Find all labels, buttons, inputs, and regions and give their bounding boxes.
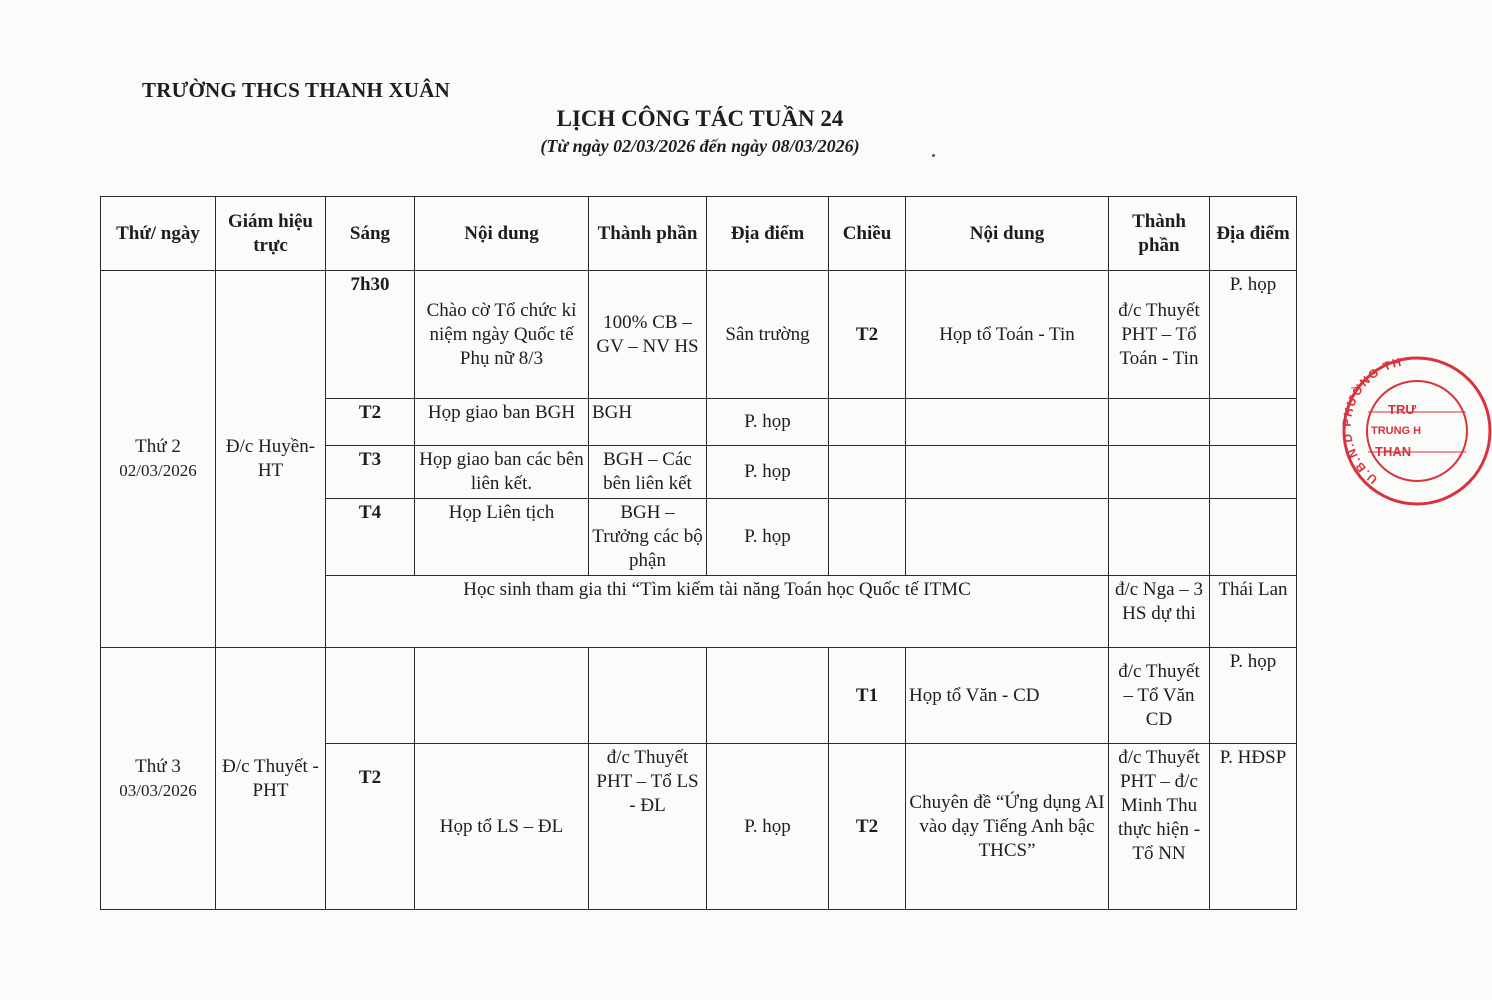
table-row: [101, 271, 1297, 399]
am-slot: 7h30: [326, 271, 415, 399]
stamp-arc-text: U.B.N. HƯỜNG TH: [1342, 356, 1404, 487]
am-place: P. họp: [707, 744, 829, 910]
col-am-members: Thành phần: [589, 197, 707, 271]
col-am-content: Nội dung: [415, 197, 589, 271]
pm-content: Chuyên đề “Ứng dụng AI vào dạy Tiếng Anh bậc THCS”: [906, 744, 1109, 910]
empty-cell: [1210, 446, 1297, 499]
am-slot: T4: [326, 499, 415, 576]
am-place: P. họp: [707, 399, 829, 446]
day-label: Thứ 2: [135, 436, 181, 457]
col-duty: Giám hiệu trực: [216, 197, 326, 271]
schedule-table: [100, 196, 1297, 910]
am-slot: T2: [326, 399, 415, 446]
pm-members: đ/c Thuyết PHT – đ/c Minh Thu thực hiện - Tổ NN: [1109, 744, 1210, 910]
empty-cell: [1210, 499, 1297, 576]
am-content: Họp Liên tịch: [415, 499, 589, 576]
pm-content: Họp tổ Toán - Tin: [906, 271, 1109, 399]
col-pm-place: Địa điểm: [1210, 197, 1297, 271]
day-cell: [101, 271, 216, 648]
pm-slot: T2: [829, 271, 906, 399]
empty-cell: [829, 399, 906, 446]
am-members: BGH: [589, 399, 707, 446]
am-place: Sân trường: [707, 271, 829, 399]
empty-cell: [906, 446, 1109, 499]
am-members: đ/c Thuyết PHT – Tổ LS - ĐL: [589, 744, 707, 910]
col-pm-members: Thành phần: [1109, 197, 1210, 271]
pm-place: P. họp: [1210, 648, 1297, 744]
empty-cell: [326, 648, 415, 744]
col-pm-content: Nội dung: [906, 197, 1109, 271]
duty-cell: Đ/c Thuyết -PHT: [216, 648, 326, 910]
speck: [932, 154, 935, 157]
am-place: P. họp: [707, 499, 829, 576]
am-content: Họp giao ban BGH: [415, 399, 589, 446]
am-content: Chào cờ Tổ chức kỉ niệm ngày Quốc tế Phụ nữ 8/3: [415, 271, 589, 399]
pm-members: đ/c Thuyết – Tổ Văn CD: [1109, 648, 1210, 744]
pm-members: đ/c Thuyết PHT – Tổ Toán - Tin: [1109, 271, 1210, 399]
header-row: [101, 197, 1297, 271]
pm-slot: T1: [829, 648, 906, 744]
day-date: 02/03/2026: [119, 461, 197, 480]
am-content: Họp giao ban các bên liên kết.: [415, 446, 589, 499]
empty-cell: [1109, 399, 1210, 446]
day-date: 03/03/2026: [119, 780, 197, 800]
stamp-seal-icon: [1342, 356, 1492, 506]
am-slot: T2: [326, 744, 415, 910]
col-day: Thứ/ ngày: [101, 197, 216, 271]
date-range: (Từ ngày 02/03/2026 đến ngày 08/03/2026): [540, 136, 860, 156]
empty-cell: [1210, 399, 1297, 446]
day-cell: [101, 648, 216, 910]
official-stamp: [1342, 356, 1492, 506]
am-content: Họp tổ LS – ĐL: [415, 744, 589, 910]
pm-place: P. họp: [1210, 271, 1297, 399]
stamp-inner-1: TRƯ: [1388, 402, 1417, 417]
empty-cell: [589, 648, 707, 744]
col-afternoon: Chiều: [829, 197, 906, 271]
col-am-place: Địa điểm: [707, 197, 829, 271]
special-place: Thái Lan: [1210, 576, 1297, 648]
empty-cell: [829, 499, 906, 576]
table-row: [101, 648, 1297, 744]
pm-place: P. HĐSP: [1210, 744, 1297, 910]
stamp-inner-2: TRUNG H: [1371, 425, 1422, 437]
special-event: Học sinh tham gia thi “Tìm kiếm tài năng Toán học Quốc tế ITMC: [326, 576, 1109, 648]
empty-cell: [415, 648, 589, 744]
stamp-inner-3: THAN: [1375, 444, 1412, 459]
pm-slot: T2: [829, 744, 906, 910]
empty-cell: [707, 648, 829, 744]
am-slot: T3: [326, 446, 415, 499]
empty-cell: [906, 399, 1109, 446]
document-title: LỊCH CÔNG TÁC TUẦN 24: [556, 106, 844, 131]
empty-cell: [829, 446, 906, 499]
am-members: 100% CB – GV – NV HS: [589, 271, 707, 399]
empty-cell: [1109, 446, 1210, 499]
empty-cell: [906, 499, 1109, 576]
duty-cell: Đ/c Huyền-HT: [216, 271, 326, 648]
special-members: đ/c Nga – 3 HS dự thi: [1109, 576, 1210, 648]
empty-cell: [1109, 499, 1210, 576]
am-members: BGH – Trưởng các bộ phận: [589, 499, 707, 576]
col-morning: Sáng: [326, 197, 415, 271]
svg-text:U.B.N.D PHƯỜNG TH: [1342, 356, 1404, 487]
am-members: BGH – Các bên liên kết: [589, 446, 707, 499]
am-place: P. họp: [707, 446, 829, 499]
school-name: TRƯỜNG THCS THANH XUÂN: [142, 78, 450, 102]
day-label: Thứ 3: [135, 755, 181, 777]
pm-content: Họp tổ Văn - CD: [906, 648, 1109, 744]
